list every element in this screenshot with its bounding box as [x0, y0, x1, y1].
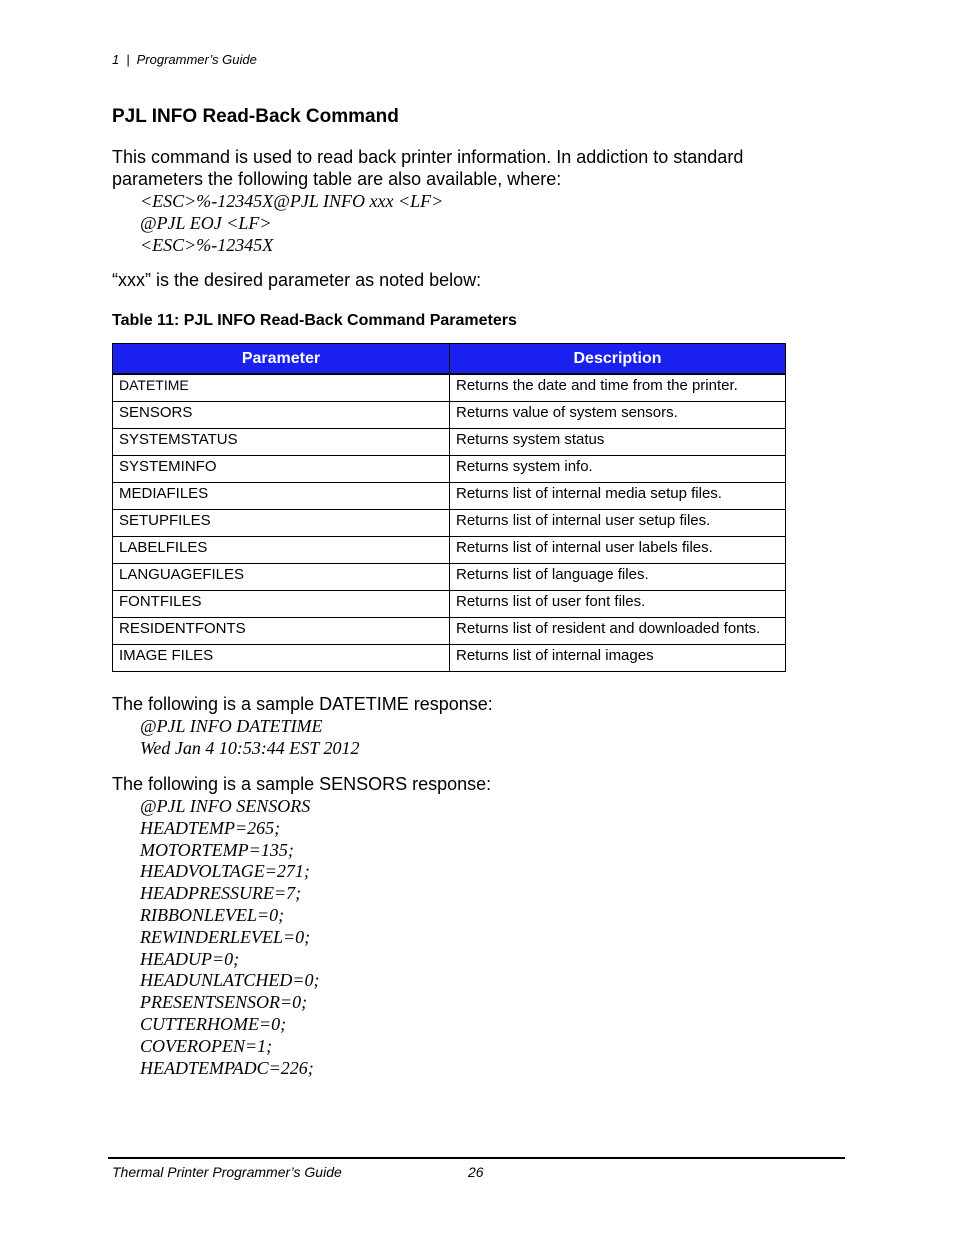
response-line: HEADTEMPADC=226; — [140, 1057, 314, 1078]
page-number: 26 — [468, 1164, 484, 1180]
footer-title: Thermal Printer Programmer’s Guide — [112, 1164, 342, 1180]
description-cell: Returns list of resident and downloaded fonts. — [450, 617, 786, 644]
response-line: HEADUNLATCHED=0; — [140, 970, 320, 991]
command-line: @PJL EOJ <LF> — [140, 212, 272, 233]
footer-rule — [108, 1157, 845, 1159]
table-caption: Table 11: PJL INFO Read-Back Command Parameters — [112, 312, 517, 329]
parameter-cell: RESIDENTFONTS — [113, 617, 450, 644]
parameter-cell: MEDIAFILES — [113, 482, 450, 509]
description-cell: Returns system info. — [450, 455, 786, 482]
command-syntax — [140, 190, 443, 255]
intro-line-1: This command is used to read back printer information. In addiction to standard — [112, 147, 744, 167]
table-row — [113, 482, 786, 509]
response-line: HEADTEMP=265; — [140, 817, 281, 838]
xxx-note: “xxx” is the desired parameter as noted below: — [112, 270, 482, 290]
table-row — [113, 590, 786, 617]
description-cell: Returns list of user font files. — [450, 590, 786, 617]
table-row — [113, 617, 786, 644]
datetime-sample-response — [140, 715, 360, 759]
description-cell: Returns list of language files. — [450, 563, 786, 590]
description-cell: Returns list of internal user labels files. — [450, 536, 786, 563]
response-line: @PJL INFO SENSORS — [140, 796, 311, 816]
table-row — [113, 374, 786, 401]
response-line: Wed Jan 4 10:53:44 EST 2012 — [140, 737, 360, 758]
parameters-table — [112, 343, 786, 672]
table-row — [113, 401, 786, 428]
parameter-cell: SENSORS — [113, 401, 450, 428]
datetime-sample-intro: The following is a sample DATETIME response: — [112, 694, 493, 714]
response-line: RIBBONLEVEL=0; — [140, 904, 285, 925]
parameter-cell: LANGUAGEFILES — [113, 563, 450, 590]
description-cell: Returns the date and time from the printer. — [450, 374, 786, 401]
header-separator: | — [126, 52, 130, 67]
command-line: <ESC>%-12345X@PJL INFO xxx <LF> — [140, 191, 444, 211]
table-row — [113, 428, 786, 455]
parameter-cell: FONTFILES — [113, 590, 450, 617]
table-row — [113, 536, 786, 563]
table-header-row — [113, 344, 786, 375]
table-row — [113, 644, 786, 671]
section-title: PJL INFO Read-Back Command — [112, 106, 399, 127]
column-header-description: Description — [450, 344, 786, 375]
response-line: PRESENTSENSOR=0; — [140, 992, 308, 1013]
table-row — [113, 509, 786, 536]
column-header-parameter: Parameter — [113, 344, 450, 375]
sensors-sample-response — [140, 795, 319, 1078]
response-line: CUTTERHOME=0; — [140, 1013, 287, 1034]
parameter-cell: SETUPFILES — [113, 509, 450, 536]
running-header — [112, 52, 257, 67]
intro-paragraph — [112, 146, 743, 190]
sensors-sample-intro: The following is a sample SENSORS response: — [112, 774, 492, 794]
response-line: COVEROPEN=1; — [140, 1035, 273, 1056]
description-cell: Returns system status — [450, 428, 786, 455]
description-cell: Returns list of internal images — [450, 644, 786, 671]
chapter-number: 1 — [112, 52, 120, 67]
description-cell: Returns value of system sensors. — [450, 401, 786, 428]
response-line: HEADVOLTAGE=271; — [140, 861, 310, 882]
response-line: @PJL INFO DATETIME — [140, 716, 323, 736]
description-cell: Returns list of internal user setup files. — [450, 509, 786, 536]
intro-line-2: parameters the following table are also available, where: — [112, 169, 562, 189]
parameter-cell: DATETIME — [113, 374, 450, 401]
response-line: MOTORTEMP=135; — [140, 839, 294, 860]
guide-name: Programmer’s Guide — [136, 52, 257, 67]
parameter-cell: SYSTEMINFO — [113, 455, 450, 482]
parameter-cell: SYSTEMSTATUS — [113, 428, 450, 455]
response-line: REWINDERLEVEL=0; — [140, 926, 311, 947]
table-row — [113, 455, 786, 482]
command-line: <ESC>%-12345X — [140, 234, 274, 255]
parameter-cell: IMAGE FILES — [113, 644, 450, 671]
parameter-cell: LABELFILES — [113, 536, 450, 563]
response-line: HEADPRESSURE=7; — [140, 883, 302, 904]
response-line: HEADUP=0; — [140, 948, 240, 969]
description-cell: Returns list of internal media setup files. — [450, 482, 786, 509]
table-row — [113, 563, 786, 590]
